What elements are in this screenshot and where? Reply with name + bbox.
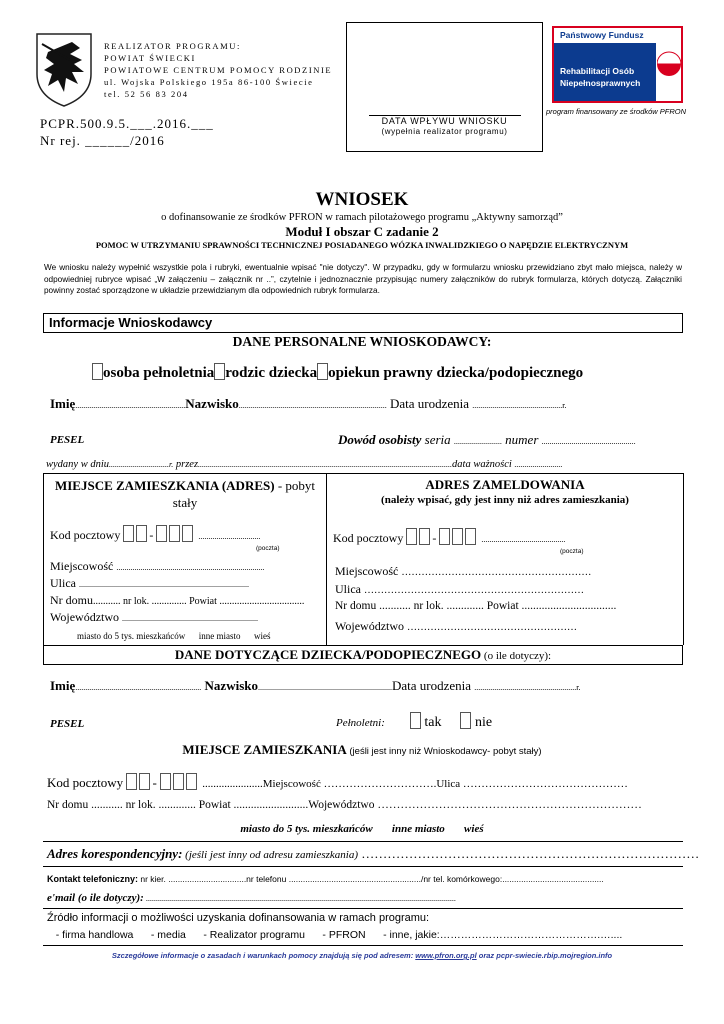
no-label: nie (474, 715, 493, 730)
stamp-sub: (wypełnia realizator programu) (381, 127, 508, 136)
child-name-row (50, 678, 581, 694)
issued-by-label: przez (175, 459, 199, 470)
child-birth-date-label: Data urodzenia (391, 678, 472, 693)
organization-info (104, 40, 332, 100)
id-number-field[interactable]: ............................................... (541, 437, 636, 446)
id-series-field[interactable]: ........................ (453, 437, 502, 446)
pfron-caption: program finansowany ze środków PFRON (546, 107, 687, 116)
issued-date-field[interactable]: ..............................r. (109, 460, 174, 469)
document-title: WNIOSEK (315, 189, 409, 210)
postal-digit-box[interactable] (156, 525, 167, 542)
postal-digit-box[interactable] (173, 773, 184, 790)
personal-data-title: DANE PERSONALNE WNIOSKODAWCY: (232, 334, 492, 349)
birth-date-field[interactable]: .............................................r. (472, 401, 567, 410)
post-office-field[interactable]: ............................... (198, 532, 261, 541)
child-address-fields[interactable]: ......................Miejscowość ………………………….Ulica ……………………………………… (202, 778, 628, 790)
phone-row (47, 874, 604, 885)
info-source-options[interactable]: - firma handlowa - media - Realizator programu - PFRON - inne, jakie:……………………………………….….... (47, 929, 623, 941)
postal-digit-box[interactable] (136, 525, 147, 542)
correspondence-row (47, 846, 699, 862)
task-title: POMOC W UTRZYMANIU SPRAWNOŚCI TECHNICZNEJ POSIADANEGO WÓZKA INWALIDZKIEGO O NAPĘDZIE ELEKTRYCZNYM (95, 240, 629, 250)
guardian-checkbox[interactable] (317, 363, 328, 380)
postal-digit-box[interactable] (139, 773, 150, 790)
stamp-label: DATA WPŁYWU WNIOSKU (381, 116, 508, 126)
last-name-label: Nazwisko (185, 396, 239, 411)
voivodeship-label: Województwo (50, 610, 120, 624)
adult-option-label: osoba pełnoletnia (103, 365, 215, 381)
issued-by-field[interactable]: ............................................................................................................................... (198, 460, 453, 469)
phone-label: Kontakt telefoniczny: (47, 874, 139, 884)
residence-town-size-options[interactable]: miasto do 5 tys. mieszkańców inne miasto wieś (77, 631, 271, 641)
registration-city-row (335, 564, 591, 579)
id-card-row (338, 432, 636, 448)
postal-digit-box[interactable] (452, 528, 463, 545)
issued-row (46, 459, 562, 470)
org-line: ul. Wojska Polskiego 195a 86-100 Świecie (104, 77, 314, 87)
voivodeship-field[interactable]: .................................................................... (122, 614, 259, 623)
child-house-row[interactable]: Nr domu ........... nr lok. ............. Powiat ..........................Województwo …………………………………………………………… (47, 799, 642, 811)
child-postal-row: Kod pocztowy - ......................Miejscowość ………………………….Ulica ……………………………………… (47, 775, 628, 790)
residence-city-row (50, 559, 264, 574)
pfron-line: Państwowy Fundusz (560, 30, 644, 40)
org-line: POWIATOWE CENTRUM POMOCY RODZINIE (104, 65, 333, 75)
org-line: tel. 52 56 83 204 (104, 89, 189, 99)
postal-digit-box[interactable] (186, 773, 197, 790)
post-office-field[interactable]: .......................................... (481, 535, 566, 544)
child-first-name-label: Imię (50, 678, 76, 693)
correspondence-note: (jeśli jest inny od adresu zamieszkania) (182, 849, 358, 861)
adult-no-checkbox[interactable] (460, 712, 471, 729)
info-source-title: Źródło informacji o możliwości uzyskania dofinansowania w ramach programu: (47, 912, 430, 924)
post-office-caption: (poczta) (256, 545, 280, 552)
city-label: Miejscowość (335, 564, 399, 578)
city-field[interactable]: .......................................................................... (116, 563, 265, 572)
correspondence-field[interactable]: …………………………………………………………………… (358, 846, 700, 861)
residence-street-row (50, 576, 249, 591)
registration-title: ADRES ZAMELDOWANIA (425, 477, 585, 492)
street-field[interactable]: ………………………………………………………… (364, 585, 584, 596)
child-town-size-options[interactable]: miasto do 5 tys. mieszkańców inne miasto wieś (240, 823, 484, 835)
birth-date-label: Data urodzenia (389, 396, 470, 411)
last-name-field[interactable]: .......................................................................... (238, 401, 387, 410)
residence-title: MIEJSCE ZAMIESZKANIA (ADRES) - pobyt stały (54, 478, 316, 510)
module-title: Moduł I obszar C zadanie 2 (285, 224, 439, 239)
first-name-field[interactable]: ....................................................... (75, 401, 186, 410)
pfron-line: Rehabilitacji Osób (560, 66, 635, 76)
pfron-link[interactable]: www.pfron.org.pl (415, 951, 477, 960)
postal-code-label: Kod pocztowy (333, 531, 404, 545)
child-pesel-label: PESEL (50, 718, 85, 730)
expiry-field[interactable]: ........................ (514, 460, 563, 469)
correspondence-label: Adres korespondencyjny: (47, 846, 183, 861)
registration-street-row (335, 582, 584, 597)
expiry-label: data ważności (452, 459, 512, 470)
child-residence-title: MIEJSCE ZAMIESZKANIA (jeśli jest inny niż Wnioskodawcy- pobyt stały) (182, 742, 542, 757)
coat-of-arms-logo (34, 30, 94, 108)
reference-number: PCPR.500.9.5.___.2016.___ (40, 116, 214, 131)
yes-label: tak (424, 715, 442, 730)
street-label: Ulica (50, 576, 76, 590)
id-number-label: numer (505, 432, 539, 447)
email-field[interactable]: ........................................................................................................................................................... (143, 894, 456, 903)
pfron-line: Niepełnosprawnych (560, 78, 641, 88)
postal-digit-box[interactable] (419, 528, 430, 545)
issued-date-label: wydany w dniu (46, 459, 109, 470)
postal-digit-box[interactable] (465, 528, 476, 545)
id-card-label: Dowód osobisty (338, 432, 422, 447)
name-row (50, 396, 567, 412)
org-line: POWIAT ŚWIECKI (104, 53, 196, 63)
footer-info: Szczegółowe informacje o zasadach i warunkach pomocy znajdują się pod adresem: www.pfron.org.pl oraz pcpr-swiecie.rbip.mojregion.info (111, 951, 613, 960)
stamp-box (346, 22, 543, 152)
first-name-label: Imię (50, 396, 76, 411)
parent-option-label: rodzic dziecka (225, 365, 318, 381)
street-field[interactable]: ..................................................................................... (79, 580, 249, 589)
postal-code-label: Kod pocztowy (50, 528, 121, 542)
house-number-field[interactable]: ........... nr lok. .............. Powiat .................................. (93, 596, 305, 607)
pcpr-link[interactable]: pcpr-swiecie.rbip.mojregion.info (496, 951, 613, 960)
registration-voivodeship-row (335, 619, 577, 634)
adult-checkbox[interactable] (92, 363, 103, 380)
registration-house-row[interactable]: Nr domu ........... nr lok. ............. Powiat ................................. (335, 600, 617, 612)
adult-status-row (336, 712, 492, 731)
residence-postal-row: Kod pocztowy - ............................... (50, 525, 260, 543)
residence-voivodeship-row (50, 610, 258, 625)
residence-house-row (50, 593, 304, 608)
child-birth-date-field[interactable]: ...................................................r. (474, 683, 581, 692)
city-field[interactable]: ………………………………………………… (401, 567, 592, 578)
email-label: e'mail (o ile dotyczy): (47, 892, 144, 904)
postal-digit-box[interactable] (123, 525, 134, 542)
phone-fields[interactable]: nr kier. .................................nr telefonu ......................................................../nr tel. komórkowego:........................................... (138, 874, 604, 884)
postal-digit-box[interactable] (169, 525, 180, 542)
pfron-logo (552, 26, 683, 103)
postal-digit-box[interactable] (406, 528, 417, 545)
voivodeship-field[interactable]: …………………………………………… (407, 622, 578, 633)
postal-digit-box[interactable] (182, 525, 193, 542)
adult-yes-checkbox[interactable] (410, 712, 421, 729)
registration-postal-row: Kod pocztowy - .......................................... (333, 528, 565, 546)
email-row (47, 892, 456, 904)
pesel-label: PESEL (50, 434, 85, 446)
id-series-label: seria (424, 432, 451, 447)
parent-checkbox[interactable] (214, 363, 225, 380)
guardian-option-label: opiekun prawny dziecka/podopiecznego (328, 365, 584, 381)
postal-digit-box[interactable] (439, 528, 450, 545)
postal-code-label: Kod pocztowy (47, 775, 124, 790)
child-last-name-field[interactable]: ................................................................... (257, 683, 392, 692)
voivodeship-label: Województwo (335, 619, 405, 633)
child-first-name-field[interactable]: ............................................................... (75, 683, 202, 692)
city-label: Miejscowość (50, 559, 114, 573)
adult-status-label: Pełnoletni: (336, 717, 385, 729)
instructions: We wniosku należy wypełnić wszystkie pola i rubryki, ewentualnie wpisać "nie dotyczy". W przypadku, gdy w formularzu wniosku przewidziano zbyt mało miejsca, należy w odpowiedniej rubryce wpisać „W załączeniu – załącznik nr ..”, czytelnie i jednoznacznie przypisując numery załączników do rubryk formularza, których dotyczą. Załączniki powinny zostać sporządzone w układzie przewidzianym dla odpowiednich rubryk formularza. (44, 263, 682, 295)
house-number-label: Nr domu (50, 593, 93, 607)
document-subtitle: o dofinansowanie ze środków PFRON w ramach pilotażowego programu „Aktywny samorząd” (161, 212, 563, 223)
child-last-name-label: Nazwisko (204, 678, 258, 693)
applicant-type-options (92, 363, 583, 382)
org-line: REALIZATOR PROGRAMU: (104, 41, 241, 51)
child-section-header: DANE DOTYCZĄCE DZIECKA/PODOPIECZNEGO (o ile dotyczy): (43, 645, 683, 665)
postal-digit-box[interactable] (126, 773, 137, 790)
registration-number: Nr rej. ______/2016 (40, 133, 165, 148)
street-label: Ulica (335, 582, 361, 596)
applicant-section-title: Informacje Wnioskodawcy (49, 315, 213, 330)
postal-digit-box[interactable] (160, 773, 171, 790)
applicant-section-header (43, 313, 683, 333)
registration-note: (należy wpisać, gdy jest inny niż adres zamieszkania) (381, 494, 629, 506)
post-office-caption: (poczta) (560, 548, 584, 555)
